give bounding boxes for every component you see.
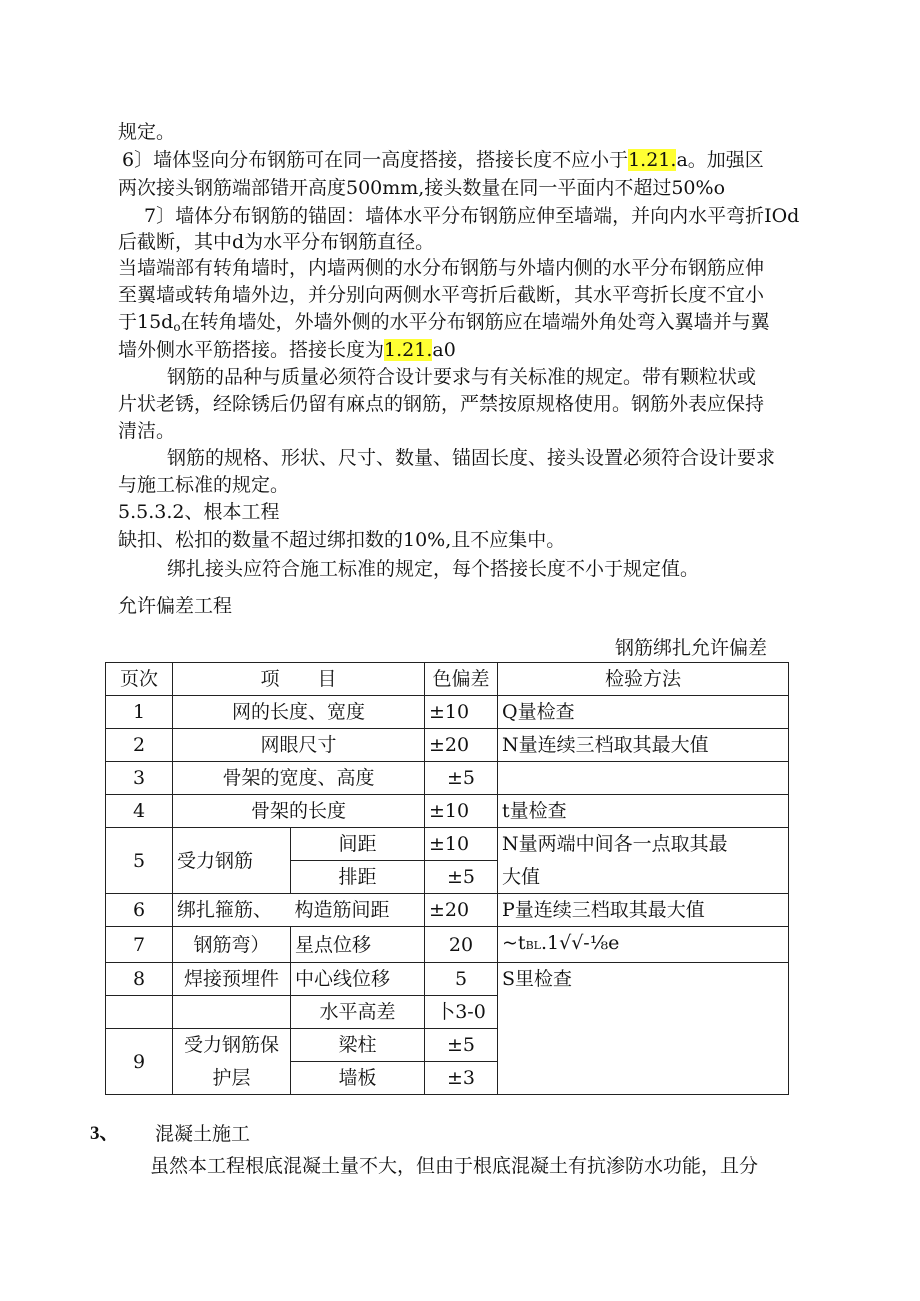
cell-subitem: 构造筋间距: [291, 894, 425, 927]
cell-no: 5: [106, 828, 173, 894]
cell-tolerance: ±20: [425, 894, 498, 927]
text-run: 在转角墙处，外墙外侧的水平分布钢筋应在墙端外角处弯入翼墙并与翼: [180, 311, 770, 333]
text-run: a0: [432, 339, 456, 361]
para-line: 两次接头钢筋端部错开高度500mm,接头数量在同一平面内不超过50%o: [118, 177, 726, 199]
cell-subitem: 水平高差: [291, 996, 425, 1029]
cell-tolerance: ±5: [425, 762, 498, 795]
para-line: 当墙端部有转角墙时，内墙两侧的水分布钢筋与外墙内侧的水平分布钢筋应伸: [118, 257, 765, 279]
para-line: 清洁。: [118, 420, 176, 442]
text-run: ~t: [502, 932, 526, 954]
para-line: 钢筋的品种与质量必须符合设计要求与有关标准的规定。带有颗粒状或: [167, 366, 757, 388]
subscript-text: o: [173, 320, 181, 334]
cell-method: 大值: [498, 861, 789, 894]
cell-subitem: 梁柱: [291, 1029, 425, 1062]
cell-tolerance: 5: [425, 963, 498, 996]
para-line: 后截断，其中d为水平分布钢筋直径。: [118, 231, 435, 253]
tolerance-table: [105, 662, 789, 1095]
cell-tolerance: ±10: [425, 795, 498, 828]
table-row: [106, 927, 789, 963]
para-line: [122, 146, 764, 174]
cell-no: 6: [106, 894, 173, 927]
table-row: [106, 795, 789, 828]
para-line: 绑扎接头应符合施工标准的规定，每个搭接长度不小于规定值。: [167, 558, 700, 580]
para-line: 缺扣、松扣的数量不超过绑扣数的10%,且不应集中。: [118, 529, 566, 551]
cell-method: t量检查: [498, 795, 789, 828]
cell-no: 4: [106, 795, 173, 828]
cell-tolerance: ±5: [425, 861, 498, 894]
cell-item: [173, 996, 291, 1029]
text-run: 墙外侧水平筋搭接。搭接长度为: [118, 339, 385, 361]
cell-item: 受力钢筋: [173, 828, 291, 894]
cell-tolerance: ±20: [425, 729, 498, 762]
cell-subitem: 墙板: [291, 1062, 425, 1095]
table-row: [106, 996, 789, 1029]
cell-method: P量连续三档取其最大值: [498, 894, 789, 927]
cell-subitem: 排距: [291, 861, 425, 894]
cell-subitem: 中心线位移: [291, 963, 425, 996]
cell-method: N量两端中间各一点取其最: [498, 828, 789, 861]
table-row: [106, 963, 789, 996]
para-line: [118, 336, 456, 364]
cell-item: 护层: [173, 1062, 291, 1095]
text-run: 于15d: [118, 311, 174, 333]
table-row: [106, 729, 789, 762]
cell-tolerance: 20: [425, 927, 498, 963]
table-row: [106, 696, 789, 729]
table-caption: 钢筋绑扎允许偏差: [615, 637, 768, 659]
cell-no: 9: [106, 1029, 173, 1095]
cell-method: [498, 927, 789, 963]
section-title: 混凝土施工: [155, 1123, 251, 1145]
para-line: 片状老锈，经除锈后仍留有麻点的钢筋，严禁按原规格使用。钢筋外表应保持: [118, 393, 765, 415]
header-cell-tolerance: 色偏差: [425, 663, 498, 696]
para-line: 允许偏差工程: [118, 595, 233, 617]
cell-item: 骨架的宽度、高度: [173, 762, 425, 795]
cell-no: 2: [106, 729, 173, 762]
cell-tolerance: ±5: [425, 1029, 498, 1062]
table-row: [106, 762, 789, 795]
cell-subitem: 间距: [291, 828, 425, 861]
cell-item: 焊接预埋件: [173, 963, 291, 996]
cell-item: 受力钢筋保: [173, 1029, 291, 1062]
cell-method: S里检查: [498, 963, 789, 996]
cell-method: [498, 996, 789, 1095]
cell-item: 绑扎箍筋、: [173, 894, 291, 927]
cell-subitem: 星点位移: [291, 927, 425, 963]
table-header-row: [106, 663, 789, 696]
cell-method: [498, 762, 789, 795]
cell-no: 8: [106, 963, 173, 996]
table-row: [106, 894, 789, 927]
header-cell-method: 检验方法: [498, 663, 789, 696]
cell-method: N量连续三档取其最大值: [498, 729, 789, 762]
cell-tolerance: ±10: [425, 828, 498, 861]
para-line: 钢筋的规格、形状、尺寸、数量、锚固长度、接头设置必须符合设计要求: [167, 447, 776, 469]
cell-tolerance: ±10: [425, 696, 498, 729]
cell-no: 3: [106, 762, 173, 795]
cell-item: 网的长度、宽度: [173, 696, 425, 729]
cell-no: 7: [106, 927, 173, 963]
text-run: BL: [525, 939, 541, 952]
cell-tolerance: ±3: [425, 1062, 498, 1095]
para-line: 虽然本工程根底混凝土量不大，但由于根底混凝土有抗渗防水功能，且分: [150, 1155, 759, 1177]
para-line: 规定。: [118, 121, 176, 143]
header-cell-no: 页次: [106, 663, 173, 696]
table-row: [106, 828, 789, 861]
section-number: 3、: [90, 1123, 119, 1144]
cell-tolerance: 卜3-0: [425, 996, 498, 1029]
cell-item: 骨架的长度: [173, 795, 425, 828]
cell-method: Q量检查: [498, 696, 789, 729]
text-run: .1√√-⅛e: [540, 932, 620, 954]
text-run: 6〕墙体竖向分布钢筋可在同一高度搭接，搭接长度不应小于: [122, 149, 629, 171]
cell-item: 钢筋弯）: [173, 927, 291, 963]
section-heading: 5.5.3.2、根本工程: [118, 501, 280, 523]
highlighted-text: 1.21.: [384, 339, 433, 361]
para-line: 与施工标准的规定。: [118, 474, 290, 496]
cell-item: 网眼尺寸: [173, 729, 425, 762]
para-line: 7〕墙体分布钢筋的锚固：墙体水平分布钢筋应伸至墙端，并向内水平弯折IOd: [144, 205, 800, 227]
highlighted-text: 1.21.: [628, 149, 677, 171]
para-line: 至翼墙或转角墙外边，并分别向两侧水平弯折后截断，其水平弯折长度不宜小: [118, 284, 765, 306]
cell-no: 1: [106, 696, 173, 729]
header-cell-item: 项 目: [173, 663, 425, 696]
cell-no: [106, 996, 173, 1029]
text-run: a。加强区: [676, 149, 764, 171]
